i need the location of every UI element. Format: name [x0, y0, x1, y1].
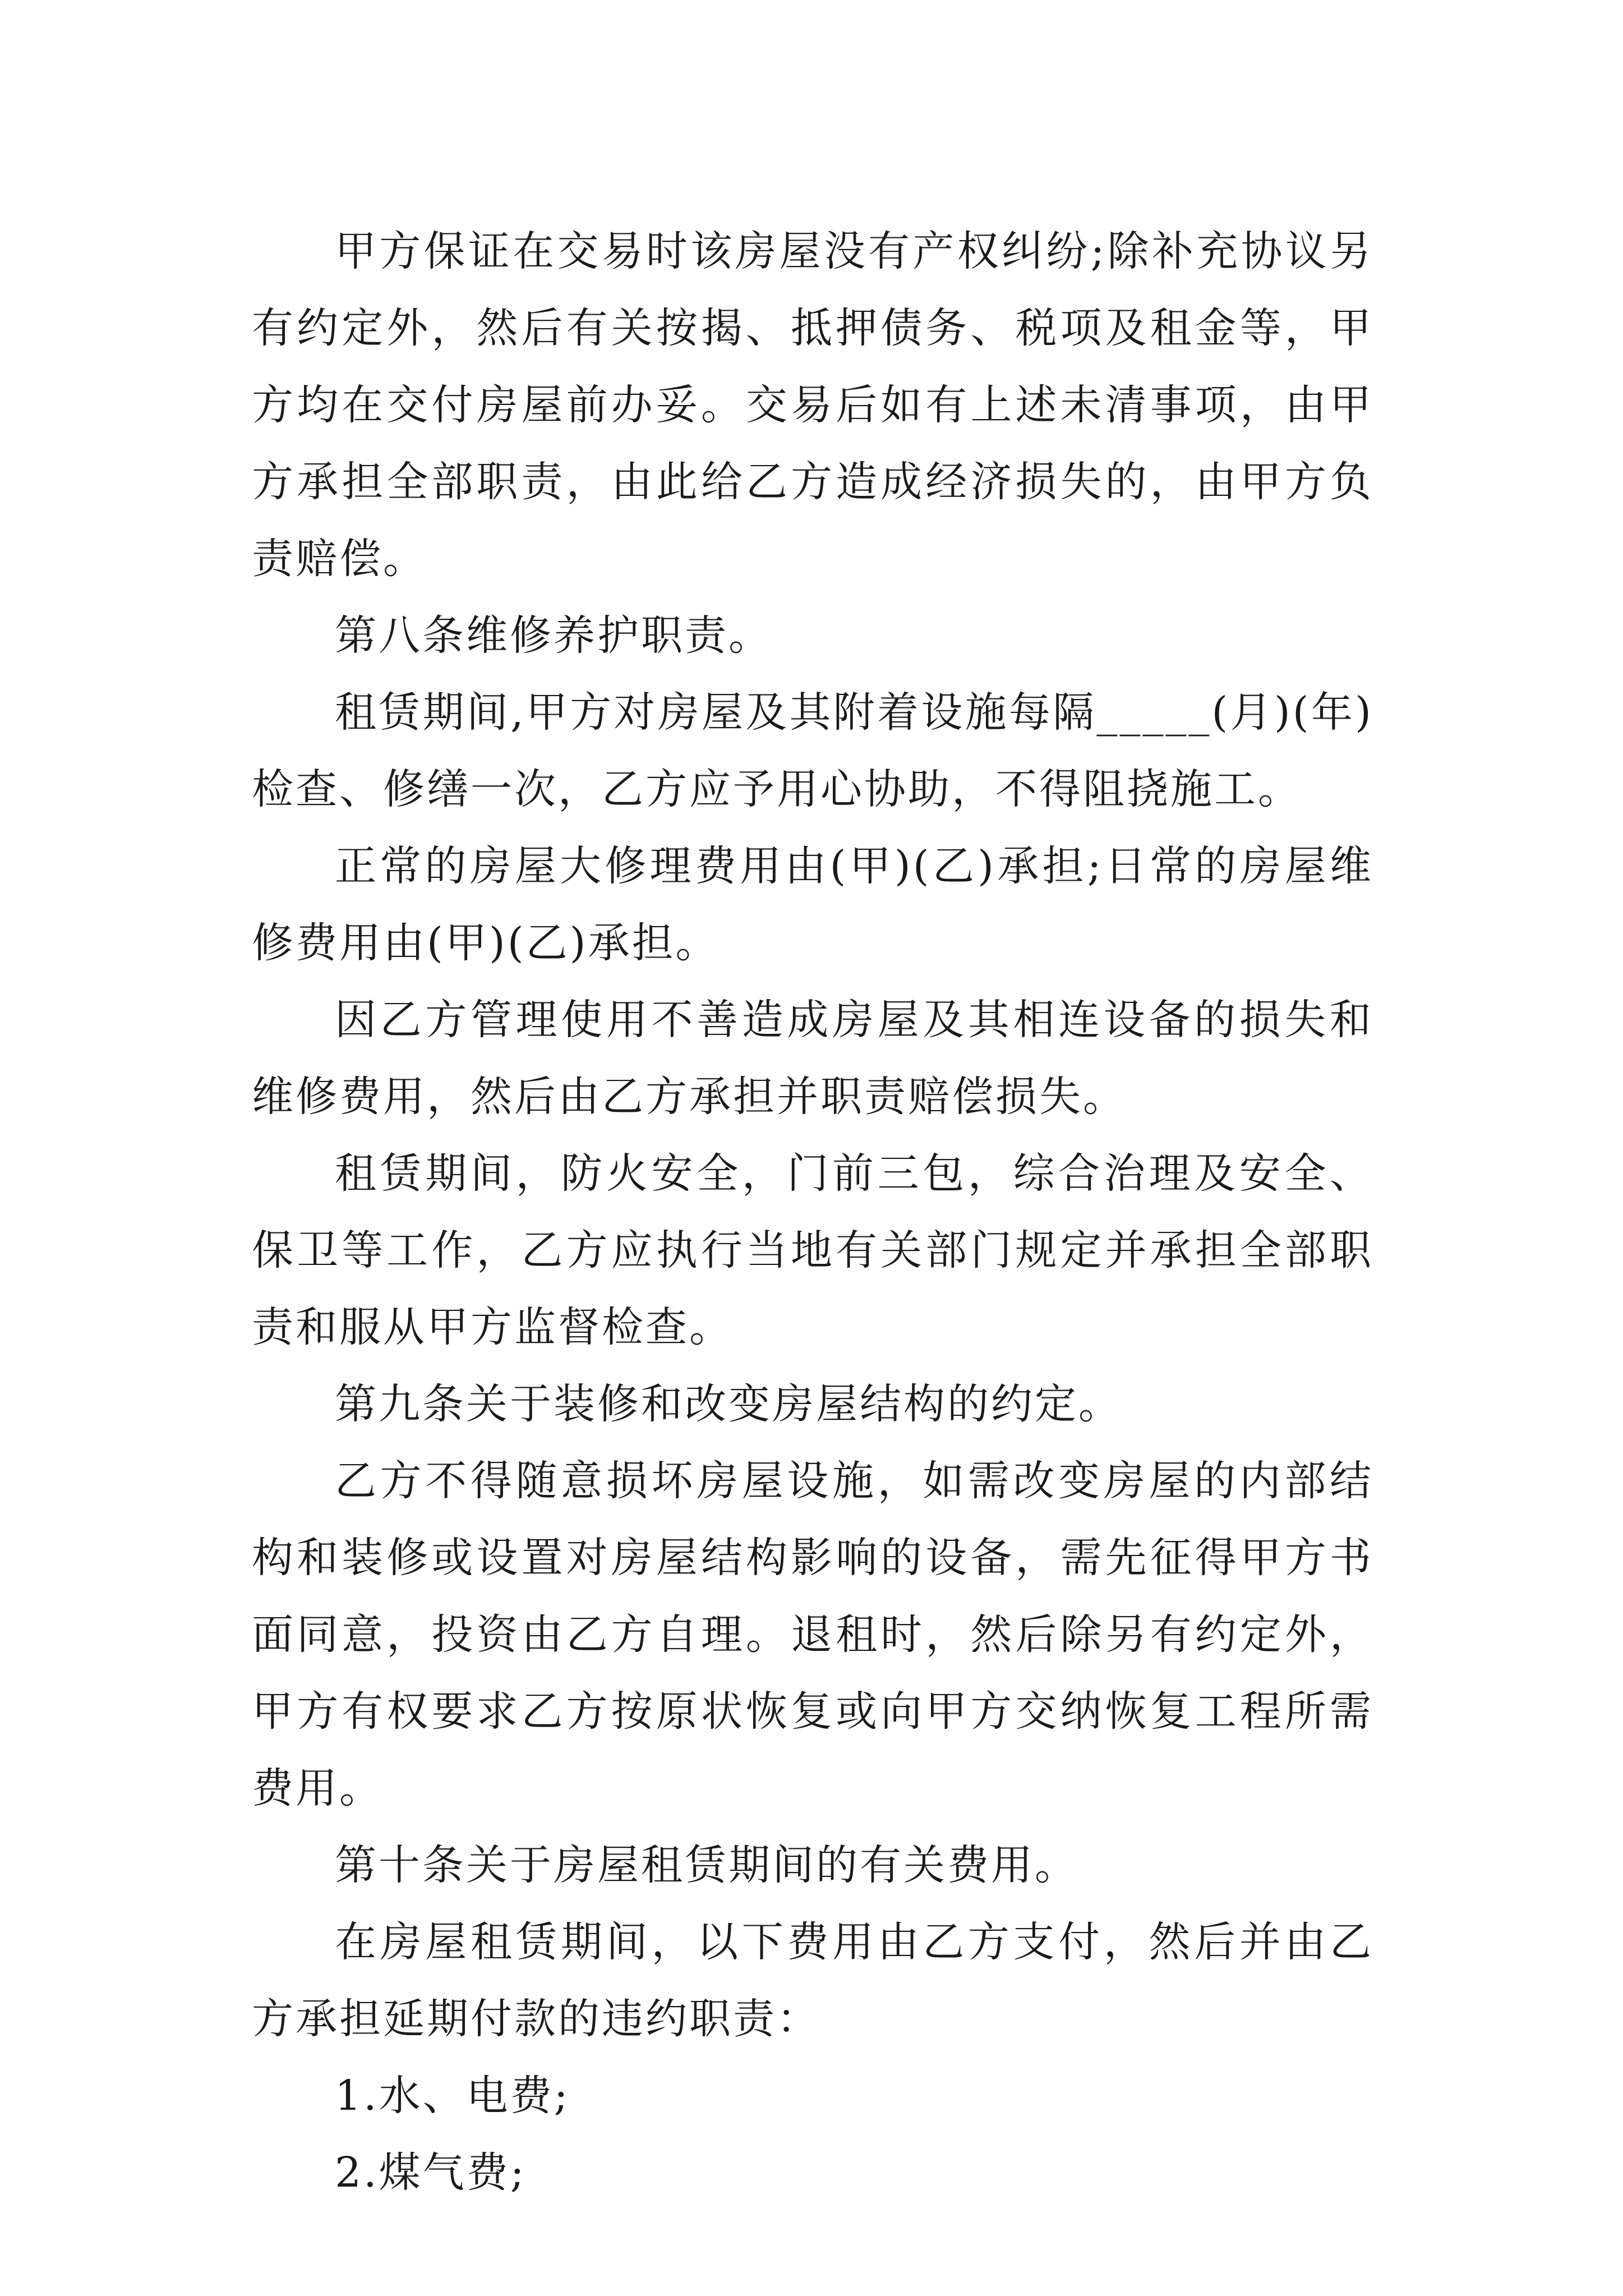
article-8-heading: 第八条维修养护职责。 — [335, 611, 772, 660]
list-item-gas: 2.煤气费; — [335, 2148, 527, 2197]
paragraph-landlord-guarantee: 甲方保证在交易时该房屋没有产权纠纷;除补充协议另有约定外，然后有关按揭、抵押债务、税项及租金等，甲方均在交付房屋前办妥。交易后如有上述未清事项，由甲方承担全部职责，由此给乙方造成经济损失的，由甲方负责赔偿。 — [252, 227, 1373, 583]
document-body — [252, 213, 1373, 2211]
paragraph-tenant-damage: 因乙方管理使用不善造成房屋及其相连设备的损失和维修费用，然后由乙方承担并职责赔偿损失。 — [252, 996, 1373, 1121]
article-10-heading: 第十条关于房屋租赁期间的有关费用。 — [335, 1841, 1078, 1889]
paragraph-repair-costs: 正常的房屋大修理费用由(甲)(乙)承担;日常的房屋维修费用由(甲)(乙)承担。 — [252, 842, 1373, 967]
paragraph-inspection: 租赁期间,甲方对房屋及其附着设施每隔_____(月)(年)检查、修缮一次，乙方应予用心协助，不得阻挠施工。 — [252, 688, 1373, 813]
paragraph-renovation: 乙方不得随意损坏房屋设施，如需改变房屋的内部结构和装修或设置对房屋结构影响的设备，需先征得甲方书面同意，投资由乙方自理。退租时，然后除另有约定外，甲方有权要求乙方按原状恢复或向甲方交纳恢复工程所需费用。 — [252, 1457, 1373, 1812]
article-9-heading: 第九条关于装修和改变房屋结构的约定。 — [335, 1380, 1122, 1428]
paragraph-safety: 租赁期间，防火安全，门前三包，综合治理及安全、保卫等工作，乙方应执行当地有关部门规定并承担全部职责和服从甲方监督检查。 — [252, 1149, 1373, 1351]
paragraph-fees-intro: 在房屋租赁期间，以下费用由乙方支付，然后并由乙方承担延期付款的违约职责： — [252, 1918, 1373, 2043]
list-item-water-electricity: 1.水、电费; — [335, 2072, 570, 2120]
